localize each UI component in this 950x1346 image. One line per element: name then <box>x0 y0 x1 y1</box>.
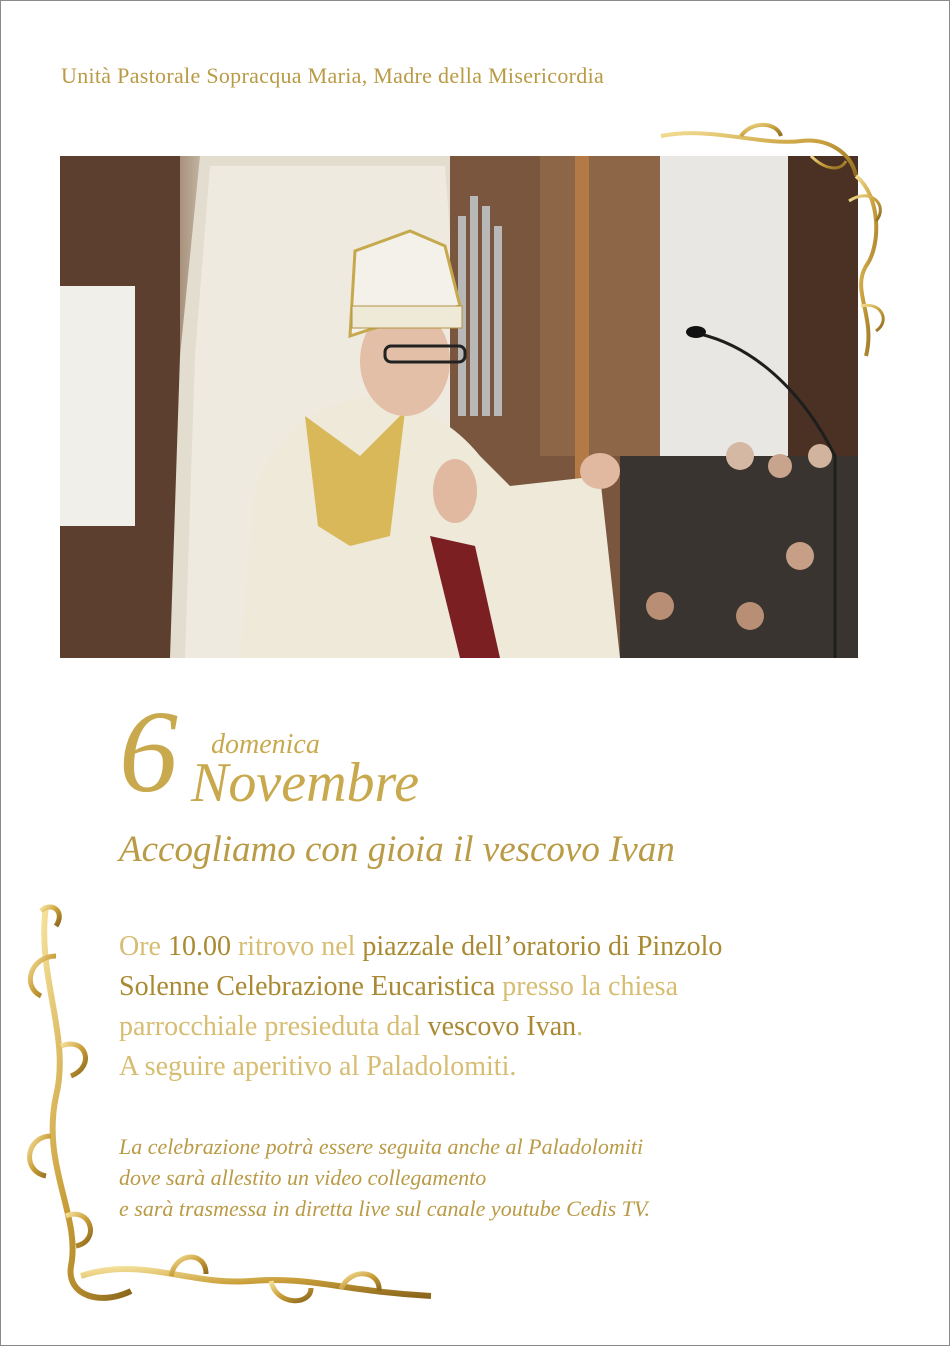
details-line-2 <box>119 967 859 1007</box>
details-text: ritrovo nel <box>230 931 363 962</box>
details-text: . <box>576 1011 584 1042</box>
details-line-1 <box>119 927 859 967</box>
details-time: 10.00 <box>167 931 231 962</box>
details-text: presso la chiesa <box>495 971 678 1002</box>
event-subtitle: Accogliamo con gioia il vescovo Ivan <box>119 829 675 870</box>
gold-swirl-ornament-icon <box>651 116 901 376</box>
details-line-3 <box>119 1007 859 1047</box>
date-weekday: domenica <box>211 729 320 760</box>
details-bishop: vescovo Ivan <box>427 1011 577 1042</box>
details-line-4: A seguire aperitivo al Paladolomiti. <box>119 1051 517 1082</box>
details-text: parrocchiale presieduta dal <box>119 1011 428 1042</box>
parish-header: Unità Pastorale Sopracqua Maria, Madre della Misericordia <box>61 63 605 88</box>
details-celebration: Solenne Celebrazione Eucaristica <box>119 971 496 1002</box>
date-month: Novembre <box>191 752 420 814</box>
event-details <box>119 927 859 1087</box>
details-text: Ore <box>119 931 168 962</box>
date-day: 6 <box>119 686 178 817</box>
note-line-2: dove sarà allestito un video collegamento <box>119 1165 487 1190</box>
broadcast-note <box>119 1131 839 1224</box>
note-line-3: e sarà trasmessa in diretta live sul canale youtube Cedis TV. <box>119 1196 651 1221</box>
details-place: piazzale dell’oratorio di Pinzolo <box>362 931 723 962</box>
note-line-1: La celebrazione potrà essere seguita anche al Paladolomiti <box>119 1134 644 1159</box>
